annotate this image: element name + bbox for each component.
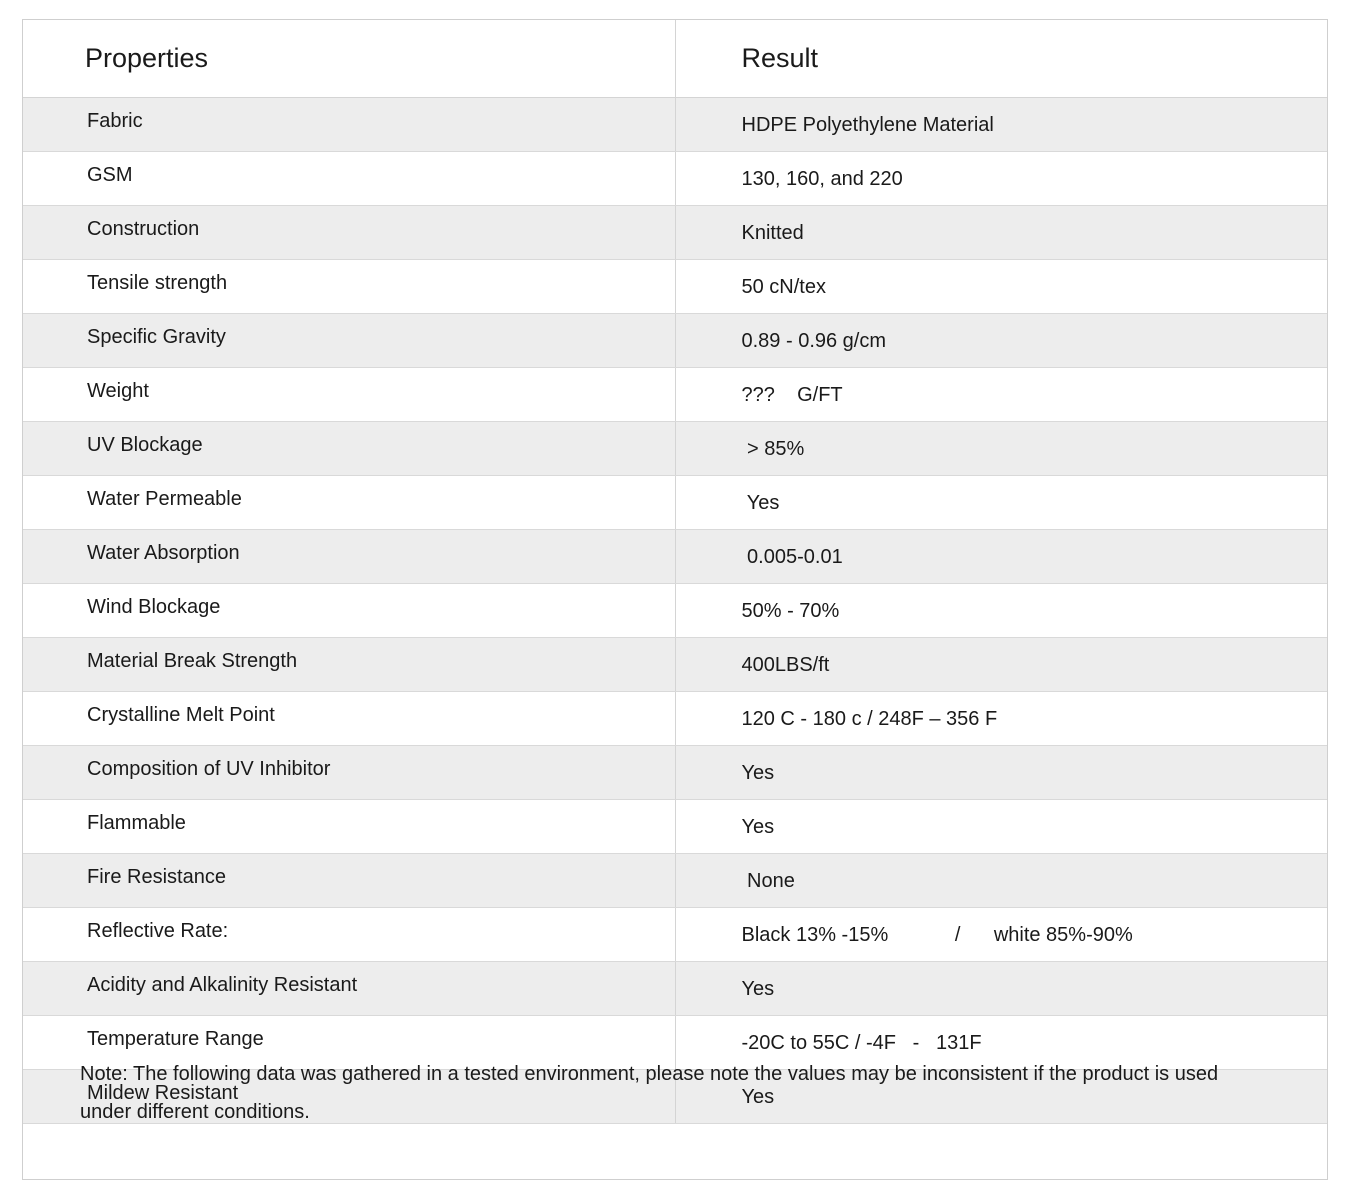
property-cell: Temperature Range [23, 1016, 675, 1070]
property-cell: Mildew Resistant [23, 1070, 675, 1124]
result-cell: Yes [675, 800, 1327, 854]
table-row [23, 530, 1327, 584]
result-cell: ??? G/FT [675, 368, 1327, 422]
header-result: Result [675, 20, 1327, 98]
property-cell: Water Permeable [23, 476, 675, 530]
table-row [23, 638, 1327, 692]
property-cell: Construction [23, 206, 675, 260]
table-row [23, 746, 1327, 800]
spec-table-body [23, 98, 1327, 1124]
result-cell: None [675, 854, 1327, 908]
result-cell: 120 C - 180 c / 248F – 356 F [675, 692, 1327, 746]
result-cell: > 85% [675, 422, 1327, 476]
result-cell: Yes [675, 746, 1327, 800]
table-row [23, 854, 1327, 908]
property-cell: Crystalline Melt Point [23, 692, 675, 746]
table-row [23, 962, 1327, 1016]
table-row [23, 260, 1327, 314]
spec-card [22, 19, 1328, 1180]
result-cell: HDPE Polyethylene Material [675, 98, 1327, 152]
result-cell: 50 cN/tex [675, 260, 1327, 314]
table-row [23, 368, 1327, 422]
property-cell: Fabric [23, 98, 675, 152]
table-row [23, 152, 1327, 206]
property-cell: Wind Blockage [23, 584, 675, 638]
result-cell: Black 13% -15% / white 85%-90% [675, 908, 1327, 962]
table-row [23, 692, 1327, 746]
footnote: Note: The following data was gathered in a tested environment, please note the values may be inconsistent if the product is used under different conditions. [80, 1063, 1219, 1123]
property-cell: Weight [23, 368, 675, 422]
table-row [23, 584, 1327, 638]
property-cell: Water Absorption [23, 530, 675, 584]
property-cell: GSM [23, 152, 675, 206]
table-row [23, 476, 1327, 530]
table-row [23, 800, 1327, 854]
header-properties: Properties [23, 20, 675, 98]
table-row [23, 422, 1327, 476]
result-cell: -20C to 55C / -4F - 131F [675, 1016, 1327, 1070]
property-cell: Reflective Rate: [23, 908, 675, 962]
result-cell: 400LBS/ft [675, 638, 1327, 692]
table-row [23, 98, 1327, 152]
property-cell: Fire Resistance [23, 854, 675, 908]
result-cell: Yes [675, 476, 1327, 530]
result-cell: 50% - 70% [675, 584, 1327, 638]
result-cell: Yes [675, 962, 1327, 1016]
result-cell: 0.005-0.01 [675, 530, 1327, 584]
table-row [23, 908, 1327, 962]
property-cell: Acidity and Alkalinity Resistant [23, 962, 675, 1016]
property-cell: Material Break Strength [23, 638, 675, 692]
result-cell: Knitted [675, 206, 1327, 260]
property-cell: UV Blockage [23, 422, 675, 476]
result-cell: Yes [675, 1070, 1327, 1124]
property-cell: Flammable [23, 800, 675, 854]
result-cell: 130, 160, and 220 [675, 152, 1327, 206]
property-cell: Composition of UV Inhibitor [23, 746, 675, 800]
result-cell: 0.89 - 0.96 g/cm [675, 314, 1327, 368]
property-cell: Specific Gravity [23, 314, 675, 368]
table-row [23, 206, 1327, 260]
table-header-row [23, 20, 1327, 98]
property-cell: Tensile strength [23, 260, 675, 314]
table-row [23, 314, 1327, 368]
spec-table [23, 20, 1327, 1124]
